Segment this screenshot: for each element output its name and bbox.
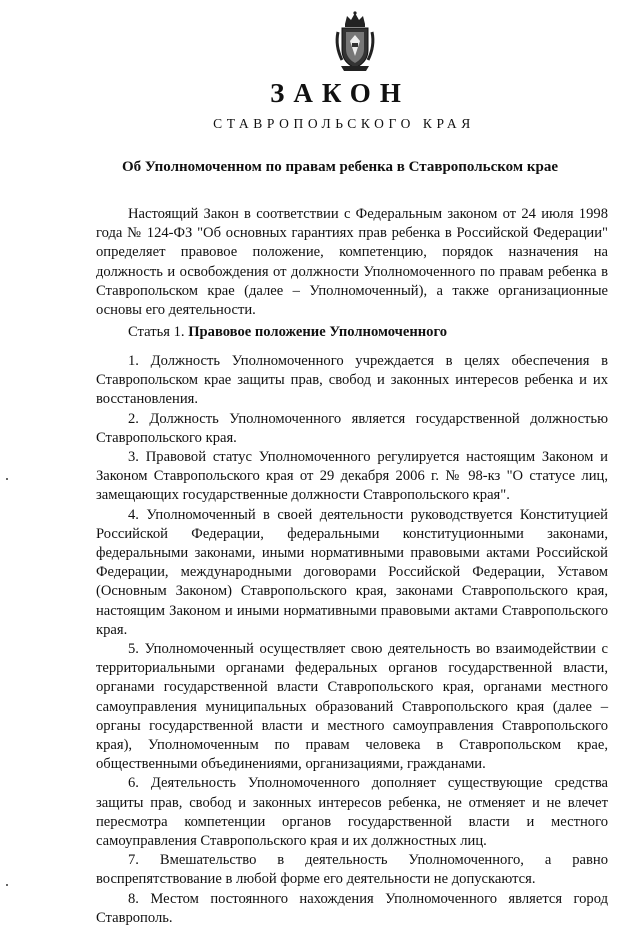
scan-mark (6, 478, 8, 480)
law-title: ЗАКОН (270, 78, 410, 108)
article-paragraph: 8. Местом постоянного нахождения Уполномоченного является город Ставрополь. (96, 890, 608, 926)
article-title (96, 323, 608, 342)
scan-mark (6, 884, 8, 886)
preamble-paragraph: Настоящий Закон в соответствии с Федеральным законом от 24 июля 1998 года № 124-ФЗ "Об основных гарантиях прав ребенка в Российской Федерации" определяет правовое положение, компетенцию, порядок назначения на должность и освобождения от должности Уполномоченного по правам ребенка в Ставропольском крае (далее – Уполномоченный), а также организационные основы его деятельности. (96, 206, 608, 319)
article-paragraph: 7. Вмешательство в деятельность Уполномоченного, а равно воспрепятствование в любой форме его деятельности не допускаются. (96, 852, 608, 888)
article-paragraph: 2. Должность Уполномоченного является государственной должностью Ставропольского края. (96, 410, 608, 446)
article-1-heading (96, 323, 608, 342)
document-heading: Об Уполномоченном по правам ребенка в Ставропольском крае (121, 159, 559, 175)
law-subtitle: СТАВРОПОЛЬСКОГО КРАЯ (213, 116, 475, 131)
coat-of-arms-icon (333, 10, 377, 72)
article-paragraph: 6. Деятельность Уполномоченного дополняет существующие средства защиты прав, свобод и законных интересов ребенка, не отменяет и не влечет пересмотра компетенции органов государственной власти и местного самоуправления Ставропольского края и их должностных лиц. (96, 775, 608, 850)
article-paragraph: 4. Уполномоченный в своей деятельности руководствуется Конституцией Российской Федерации, федеральными конституционными законами, федеральными законами, иными нормативными правовыми актами Российской Федерации, международными договорами Российской Федерации, Уставом (Основным Законом) Ставропольского края, законами Ставропольского края, настоящим Законом и иными нормативными правовыми актами Ставропольского края. (96, 506, 608, 638)
article-number: Статья 1. (128, 324, 185, 340)
preamble (96, 205, 608, 320)
article-name: Правовое положение Уполномоченного (188, 324, 448, 340)
article-paragraph: 3. Правовой статус Уполномоченного регулируется настоящим Законом и Законом Ставропольского края от 29 декабря 2006 г. № 98-кз "О статусе лиц, замещающих государственные должности Ставропольского края". (96, 449, 608, 504)
article-paragraph: 1. Должность Уполномоченного учреждается в целях обеспечения в Ставропольском крае защиты прав, свобод и законных интересов ребенка и их восстановления. (96, 353, 608, 408)
article-paragraph: 5. Уполномоченный осуществляет свою деятельность во взаимодействии с территориальными органами федеральных органов государственной власти, органами государственной власти Ставропольского края, органами местного самоуправления муниципальных образований Ставропольского края (далее – органы государственной власти и местного самоуправления Ставропольского края), Уполномоченным по правам человека в Ставропольском крае, общественными объединениями, организациями, гражданами. (96, 641, 608, 773)
article-1-body (96, 352, 608, 928)
